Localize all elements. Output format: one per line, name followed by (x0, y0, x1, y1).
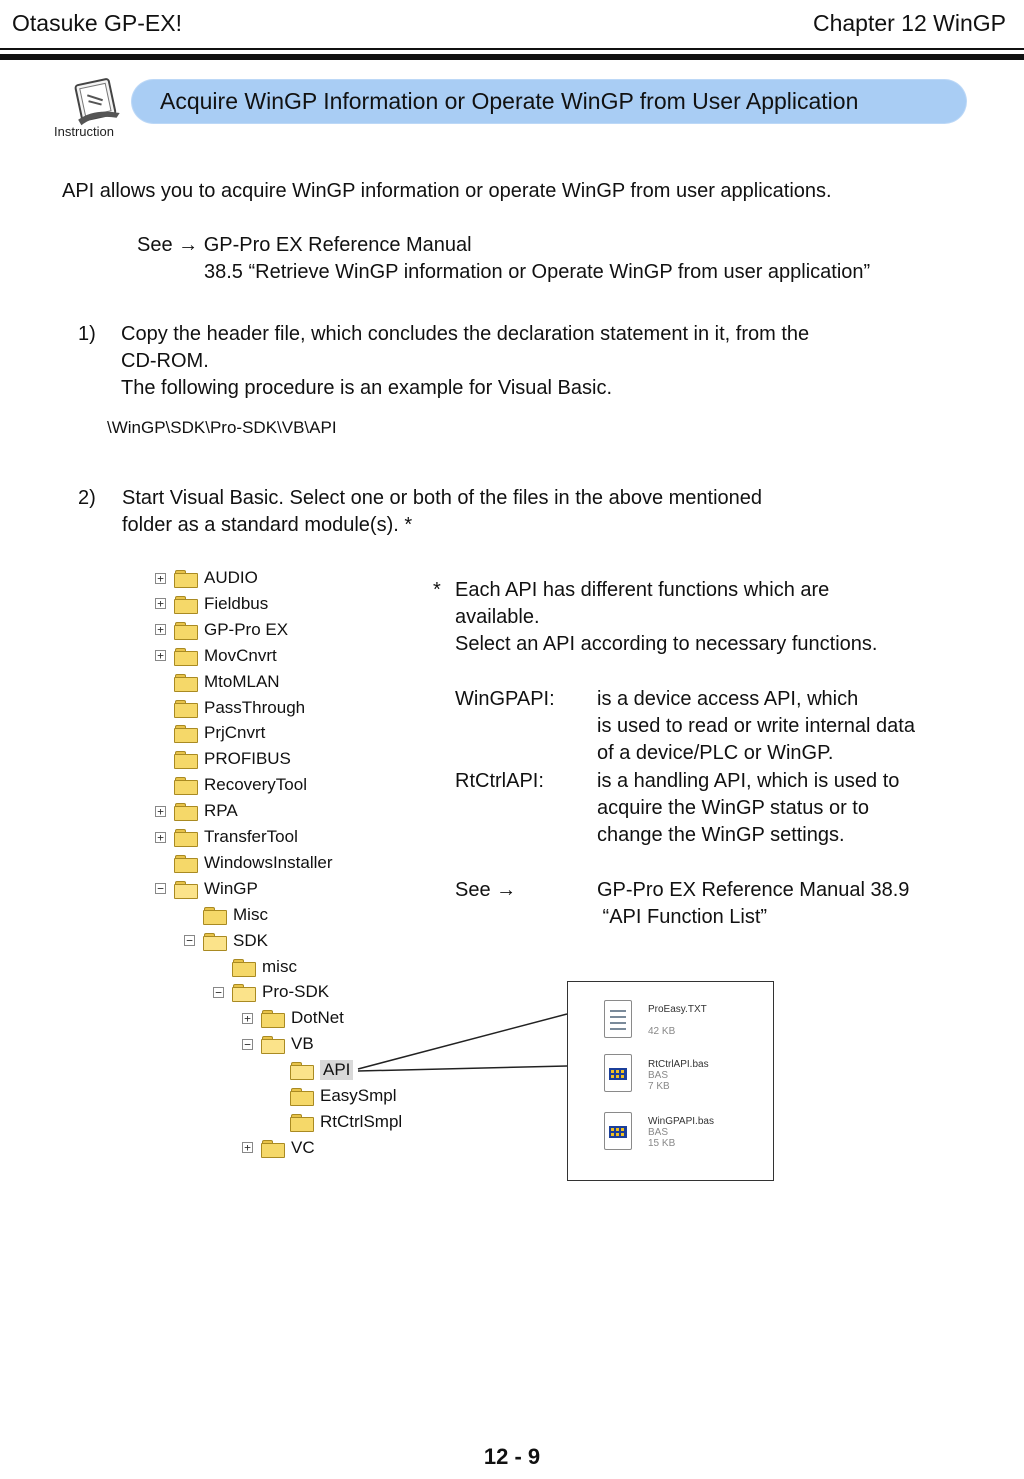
tree-node-label: EasySmpl (320, 1086, 397, 1105)
collapse-icon[interactable]: − (184, 935, 195, 946)
tree-node-label: VC (291, 1137, 315, 1157)
see-reference-line1: See → GP-Pro EX Reference Manual (137, 234, 472, 256)
file-size: 15 KB (648, 1138, 676, 1149)
tree-node-label: MovCnvrt (204, 645, 277, 665)
rtctrl-desc: acquire the WinGP status or to (597, 797, 869, 819)
rtctrl-term: RtCtrlAPI: (455, 770, 544, 792)
expand-icon[interactable]: + (155, 650, 166, 661)
step1-folder-path: \WinGP\SDK\Pro-SDK\VB\API (107, 418, 337, 437)
expand-icon[interactable]: + (242, 1013, 253, 1024)
tree-node-label: MtoMLAN (204, 671, 280, 691)
text-file-icon (604, 1000, 632, 1038)
step2-number: 2) (78, 487, 96, 509)
collapse-icon[interactable]: − (155, 883, 166, 894)
tree-node-label: WinGP (204, 878, 258, 898)
note-line: Select an API according to necessary functions. (455, 633, 878, 655)
expand-icon[interactable]: + (155, 598, 166, 609)
header-chapter-title: Chapter 12 WinGP (812, 10, 1006, 36)
file-type: BAS (648, 1127, 669, 1138)
tree-node-label: AUDIO (204, 568, 258, 587)
file-type: BAS (648, 1070, 669, 1081)
tree-node-label: VB (291, 1034, 314, 1054)
tree-node-label: RecoveryTool (204, 775, 307, 795)
tree-node-label: PassThrough (204, 697, 306, 717)
intro-paragraph: API allows you to acquire WinGP information or operate WinGP from user applications. (62, 180, 832, 202)
expand-icon[interactable]: + (155, 624, 166, 635)
tree-node-label: misc (262, 956, 297, 976)
file-size: 42 KB (648, 1026, 676, 1037)
tree-node-label: PROFIBUS (204, 749, 291, 769)
winapi-term: WinGPAPI: (455, 688, 555, 710)
instruction-icon-label: Instruction (54, 124, 114, 139)
see-desc: “API Function List” (597, 906, 768, 928)
tree-node-label: TransferTool (204, 827, 298, 846)
bas-file-icon (604, 1112, 632, 1150)
note-line: Each API has different functions which are (455, 579, 830, 601)
see-reference-line2: 38.5 “Retrieve WinGP information or Operate WinGP from user application” (204, 261, 871, 283)
note-asterisk: * (433, 579, 441, 601)
see-term: See → (455, 879, 517, 901)
tree-node-label: PrjCnvrt (204, 723, 266, 743)
step1-line: CD-ROM. (121, 350, 209, 372)
tree-node-label: GP-Pro EX (204, 619, 289, 639)
step1-number: 1) (78, 323, 96, 345)
header-left-title: Otasuke GP-EX! (12, 10, 183, 36)
api-file-list (567, 981, 774, 1181)
tree-node-label: API (320, 1060, 353, 1080)
bas-file-icon (604, 1054, 632, 1092)
rtctrl-desc: is a handling API, which is used to (597, 770, 900, 792)
tree-node-label: WindowsInstaller (204, 852, 333, 872)
tree-node-label: RtCtrlSmpl (320, 1111, 403, 1131)
step2-line: Start Visual Basic. Select one or both of the files in the above mentioned (122, 487, 763, 509)
expand-icon[interactable]: + (155, 832, 166, 843)
winapi-desc: is a device access API, which (597, 688, 859, 710)
tree-node-label: DotNet (291, 1008, 344, 1028)
expand-icon[interactable]: + (242, 1142, 253, 1153)
tree-node-label: SDK (233, 930, 268, 950)
step1-line: Copy the header file, which concludes the declaration statement in it, from the (121, 323, 810, 345)
tree-node-label: Misc (233, 904, 268, 924)
expand-icon[interactable]: + (155, 573, 166, 584)
section-banner-title: Acquire WinGP Information or Operate WinGP from User Application (160, 88, 859, 114)
tree-node-label: Pro-SDK (262, 982, 330, 1002)
collapse-icon[interactable]: − (213, 987, 224, 998)
tree-node-label: RPA (204, 801, 238, 821)
file-name: ProEasy.TXT (648, 1004, 707, 1015)
rtctrl-desc: change the WinGP settings. (597, 824, 845, 846)
file-name: WinGPAPI.bas (648, 1116, 714, 1127)
step1-line: The following procedure is an example for Visual Basic. (121, 377, 612, 399)
winapi-desc: of a device/PLC or WinGP. (597, 742, 834, 764)
step2-line: folder as a standard module(s). * (122, 514, 413, 536)
page-number: 12 - 9 (483, 1444, 541, 1469)
expand-icon[interactable]: + (155, 806, 166, 817)
note-line: available. (455, 606, 540, 628)
collapse-icon[interactable]: − (242, 1039, 253, 1050)
see-desc: GP-Pro EX Reference Manual 38.9 (597, 879, 910, 901)
tree-node-label: Fieldbus (204, 593, 269, 613)
file-size: 7 KB (648, 1081, 670, 1092)
winapi-desc: is used to read or write internal data (597, 715, 915, 737)
file-name: RtCtrlAPI.bas (648, 1059, 709, 1070)
